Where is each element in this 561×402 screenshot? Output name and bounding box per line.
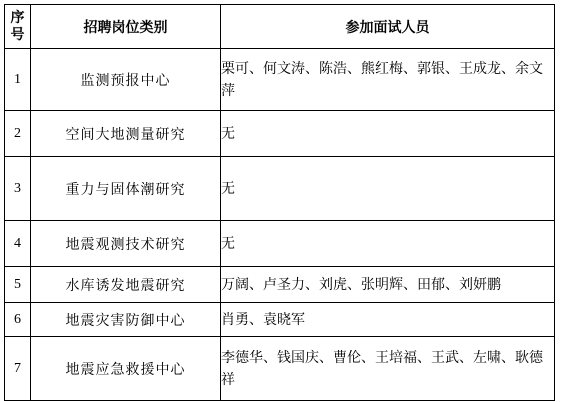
row-interviewees: 万阔、卢圣力、刘虎、张明辉、田郁、刘妍鹏 [221,267,555,303]
interview-roster-table [4,4,555,401]
row-interviewees: 肖勇、袁晓军 [221,303,555,337]
row-interviewees: 无 [221,221,555,267]
row-position: 地震观测技术研究 [31,221,221,267]
header-serial-number [5,5,31,49]
header-serial-line1: 序 [10,9,25,26]
header-position-category: 招聘岗位类别 [31,5,221,49]
row-number: 7 [5,337,31,401]
row-number: 4 [5,221,31,267]
table-header-row [5,5,555,49]
table-row [5,157,555,221]
row-interviewees: 无 [221,157,555,221]
row-position: 地震应急救援中心 [31,337,221,401]
table-row [5,111,555,157]
header-serial-line2: 号 [10,26,25,43]
header-interviewees: 参加面试人员 [221,5,555,49]
table-row [5,221,555,267]
row-number: 5 [5,267,31,303]
row-position: 监测预报中心 [31,49,221,111]
row-number: 1 [5,49,31,111]
table-row [5,49,555,111]
table-row [5,303,555,337]
row-interviewees: 李德华、钱国庆、曹伦、王培福、王武、左啸、耿德祥 [221,337,555,401]
row-interviewees: 栗可、何文涛、陈浩、熊红梅、郭银、王成龙、余文萍 [221,49,555,111]
row-position: 水库诱发地震研究 [31,267,221,303]
row-interviewees: 无 [221,111,555,157]
row-position: 地震灾害防御中心 [31,303,221,337]
table-row [5,337,555,401]
row-position: 重力与固体潮研究 [31,157,221,221]
row-number: 3 [5,157,31,221]
row-position: 空间大地测量研究 [31,111,221,157]
row-number: 6 [5,303,31,337]
table-row [5,267,555,303]
row-number: 2 [5,111,31,157]
